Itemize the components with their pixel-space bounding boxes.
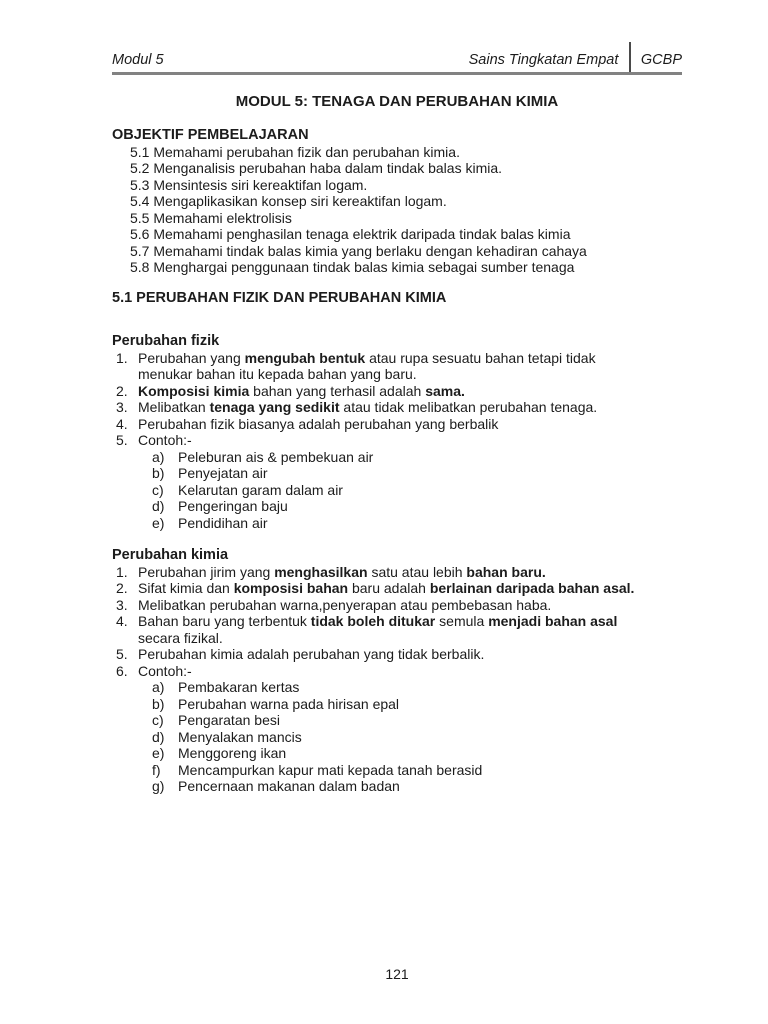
example-item xyxy=(112,762,682,779)
example-label: f) xyxy=(152,761,161,778)
page-header xyxy=(112,0,682,69)
item-text: Perubahan jirim yang menghasilkan satu atau lebih bahan baru. xyxy=(138,563,546,580)
page-number: 121 xyxy=(385,966,409,982)
objectives-heading: OBJEKTIF PEMBELAJARAN xyxy=(112,127,309,143)
example-label: a) xyxy=(152,679,165,695)
objective-item: 5.7 Memahami tindak balas kimia yang berlaku dengan kehadiran cahaya xyxy=(130,242,587,259)
example-label: e) xyxy=(152,745,165,761)
example-label: e) xyxy=(152,514,165,531)
example-item xyxy=(112,745,682,762)
page-title: MODUL 5: TENAGA DAN PERUBAHAN KIMIA xyxy=(235,93,559,110)
example-item xyxy=(112,482,682,499)
objective-item: 5.5 Memahami elektrolisis xyxy=(130,209,292,226)
list-item xyxy=(112,399,682,416)
example-text: Pendidihan air xyxy=(178,514,268,531)
item-number: 3. xyxy=(116,399,128,415)
objective-item: 5.6 Memahami penghasilan tenaga elektrik daripada tindak balas kimia xyxy=(130,226,571,242)
example-item xyxy=(112,696,682,713)
example-item xyxy=(112,498,682,515)
example-text: Pengeringan baju xyxy=(178,498,288,514)
list-item xyxy=(112,580,682,597)
example-item xyxy=(112,515,682,532)
list-item xyxy=(112,383,682,400)
objective-item: 5.2 Menganalisis perubahan haba dalam tindak balas kimia. xyxy=(130,160,503,176)
example-label: c) xyxy=(152,481,164,498)
list-item xyxy=(112,350,682,383)
item-text: Sifat kimia dan komposisi bahan baru adalah berlainan daripada bahan asal. xyxy=(138,580,635,596)
list-item xyxy=(112,663,682,680)
example-label: d) xyxy=(152,498,165,514)
item-number: 1. xyxy=(116,349,128,366)
item-text: Perubahan kimia adalah perubahan yang tidak berbalik. xyxy=(138,646,485,662)
example-label: c) xyxy=(152,712,164,728)
item-number: 4. xyxy=(116,415,128,432)
example-text: Pembakaran kertas xyxy=(178,679,300,695)
item-text: Komposisi kimia bahan yang terhasil adalah sama. xyxy=(138,382,465,399)
header-subject-label: Sains Tingkatan Empat xyxy=(468,52,619,68)
item-number: 5. xyxy=(116,432,128,448)
item-text: Bahan baru yang terbentuk tidak boleh ditukar semula menjadi bahan asal secara fizikal. xyxy=(138,613,618,646)
list-item xyxy=(112,564,682,581)
list-item xyxy=(112,432,682,449)
example-label: b) xyxy=(152,465,165,481)
example-text: Penyejatan air xyxy=(178,465,268,481)
example-text: Pengaratan besi xyxy=(178,712,280,728)
objective-item: 5.8 Menghargai penggunaan tindak balas kimia sebagai sumber tenaga xyxy=(130,259,575,275)
example-label: g) xyxy=(152,778,165,794)
header-badge: GCBP xyxy=(640,52,682,68)
objective-item: 5.1 Memahami perubahan fizik dan perubahan kimia. xyxy=(130,143,460,160)
item-number: 6. xyxy=(116,662,128,679)
example-item xyxy=(112,729,682,746)
example-text: Mencampurkan kapur mati kepada tanah berasid xyxy=(178,761,483,778)
example-text: Peleburan ais & pembekuan air xyxy=(178,448,374,465)
example-item xyxy=(112,679,682,696)
section-heading: 5.1 PERUBAHAN FIZIK DAN PERUBAHAN KIMIA xyxy=(112,289,447,306)
item-number: 2. xyxy=(116,382,128,399)
fizik-heading: Perubahan fizik xyxy=(112,333,220,349)
item-number: 3. xyxy=(116,596,128,613)
example-text: Kelarutan garam dalam air xyxy=(178,481,343,498)
example-text: Perubahan warna pada hirisan epal xyxy=(178,695,400,712)
header-right-group xyxy=(469,42,682,69)
item-text: Perubahan fizik biasanya adalah perubahan yang berbalik xyxy=(138,415,499,432)
item-text: Melibatkan perubahan warna,penyerapan atau pembebasan haba. xyxy=(138,596,552,613)
item-number: 2. xyxy=(116,580,128,596)
item-number: 5. xyxy=(116,646,128,662)
header-separator xyxy=(629,42,631,72)
objective-item: 5.4 Mengaplikasikan konsep siri kereaktifan logam. xyxy=(130,193,447,209)
example-label: d) xyxy=(152,728,165,745)
example-item xyxy=(112,449,682,466)
example-item xyxy=(112,465,682,482)
example-text: Pencernaan makanan dalam badan xyxy=(178,778,400,794)
header-rule xyxy=(112,72,682,75)
example-item xyxy=(112,778,682,795)
header-module-label: Modul 5 xyxy=(112,52,164,68)
kimia-heading: Perubahan kimia xyxy=(112,547,229,563)
item-number: 1. xyxy=(116,563,128,580)
list-item xyxy=(112,646,682,663)
list-item xyxy=(112,416,682,433)
list-item xyxy=(112,613,682,646)
item-text: Contoh:- xyxy=(138,432,192,448)
item-text: Melibatkan tenaga yang sedikit atau tidak melibatkan perubahan tenaga. xyxy=(138,399,598,415)
item-text: Perubahan yang mengubah bentuk atau rupa sesuatu bahan tetapi tidak menukar bahan itu kepada bahan yang baru. xyxy=(138,349,596,382)
example-text: Menyalakan mancis xyxy=(178,728,302,745)
objective-item: 5.3 Mensintesis siri kereaktifan logam. xyxy=(130,176,368,193)
example-item xyxy=(112,712,682,729)
item-text: Contoh:- xyxy=(138,662,192,679)
example-label: a) xyxy=(152,448,165,465)
list-item xyxy=(112,597,682,614)
page-content xyxy=(112,0,682,795)
item-number: 4. xyxy=(116,613,128,629)
example-label: b) xyxy=(152,695,165,712)
example-text: Menggoreng ikan xyxy=(178,745,287,761)
